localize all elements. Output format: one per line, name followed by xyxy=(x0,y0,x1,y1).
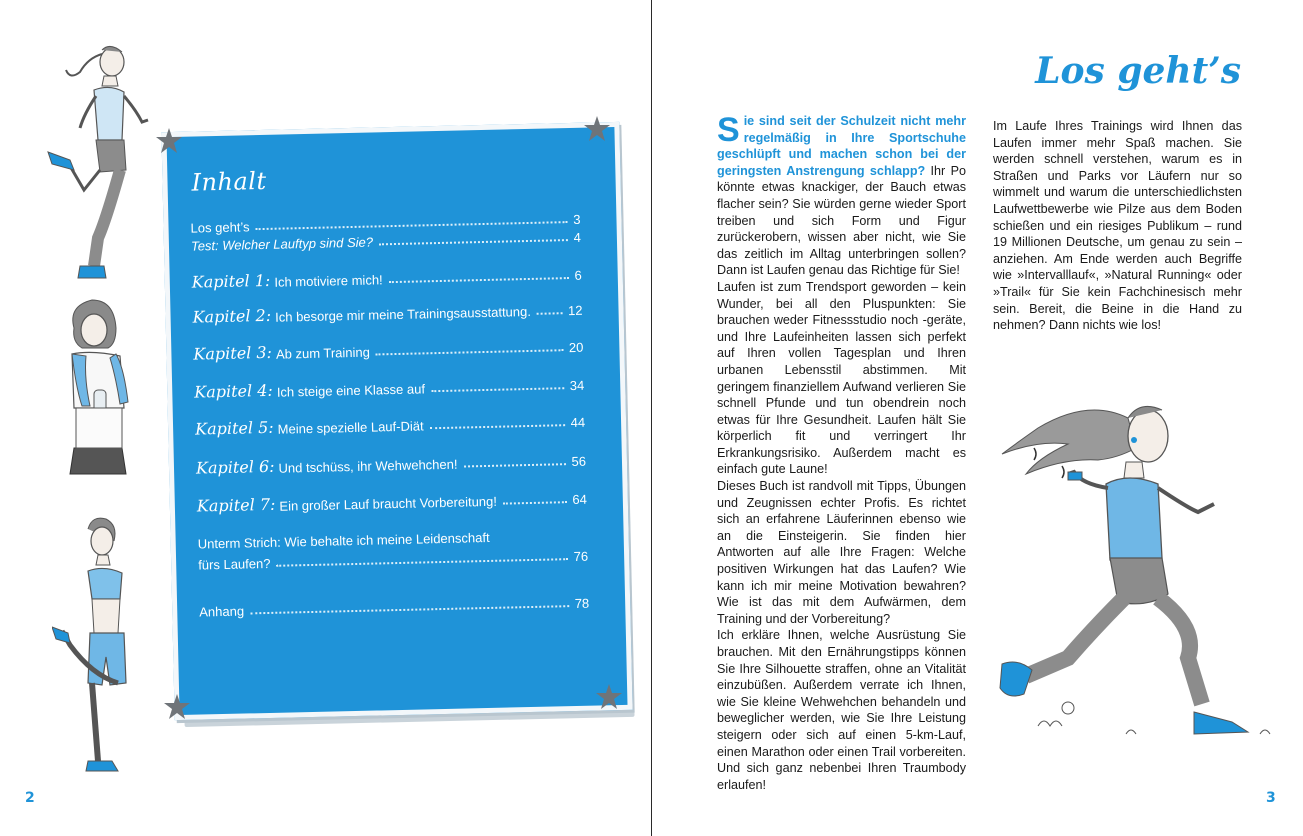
page-number-right: 3 xyxy=(1266,790,1276,806)
jogging-woman-illustration xyxy=(998,388,1273,748)
dropcap: S xyxy=(717,111,740,149)
paragraph: Im Laufe Ihres Trainings wird Ihnen das Laufen immer mehr Spaß machen. Sie werden schnell verstehen, warum es in Straßen und Parks vor Läufern nur so wimmelt und warum die unterschiedlichsten Laufwettbewerbe wie Pilze aus dem Boden schießen und ein riesiges Publikum – rund 19 Millionen Deutsche, um genau zu sein – anziehen. Am Ende werden auch Begriffe wie »Intervalllauf«, »Natural Running« oder »Trail« für Sie kein Fachchinesisch mehr sein. Bereit, die Beine in die Hand zu nehmen? Dann nichts wie los! xyxy=(993,119,1242,333)
toc-chapter-5[interactable]: Kapitel 5: Meine spezielle Lauf-Diät 44 xyxy=(194,414,586,439)
woman-stretching-illustration xyxy=(52,515,147,780)
paragraph: Sie sind seit der Schulzeit nicht mehr regelmäßig in Ihre Sportschuhe geschlüpft und machen schon bei der geringsten Anstrengung schlapp? Ihr Po könnte etwas knackiger, der Bauch etwas flacher sein? Sie würden gerne wieder Sport treiben und sich Form und Figur zurückerobern, wissen aber nicht, wie Sie das zeitlich im Alltag unterbringen sollen? Dann ist Laufen genau das Richtige für Sie! xyxy=(717,111,966,278)
woman-with-towel-illustration xyxy=(52,298,147,478)
star-icon xyxy=(164,694,190,720)
section-heading: Los geht’s xyxy=(1035,50,1241,92)
toc-chapter-3[interactable]: Kapitel 3: Ab zum Training 20 xyxy=(193,339,584,364)
toc-chapter-2[interactable]: Kapitel 2: Ich besorge mir meine Trainingsausstattung. 12 xyxy=(192,302,583,327)
toc-chapter-1[interactable]: Kapitel 1: Ich motiviere mich! 6 xyxy=(191,267,582,292)
text-column-2 xyxy=(993,118,1242,334)
toc-anhang[interactable]: Anhang 78 xyxy=(199,595,590,620)
lead-text: ie sind seit der Schulzeit nicht mehr regelmäßig in Ihre Sportschuhe geschlüpft und machen schon bei der geringsten Anstrengung schlapp? xyxy=(717,114,966,178)
paragraph: Laufen ist zum Trendsport geworden – kein Wunder, bei all den Pluspunkten: Sie brauchen weder Fitnessstudio noch -geräte, und Ihre Laufeinheiten lassen sich perfekt auf Ihren vollen Tagesplan und Ihren urbanen Lebensstil abstimmen. Mit geringem finanziellem Aufwand verlieren Sie schnell Pfunde und tun obendrein noch etwas für Ihre Gesundheit. Laufen hält Sie körperlich fit und verringert Ihr Erkrankungsrisiko. Außerdem macht es einfach gute Laune! xyxy=(717,279,966,477)
toc-card xyxy=(161,122,632,720)
toc-title: Inhalt xyxy=(191,166,267,197)
paragraph: Dieses Buch ist randvoll mit Tipps, Übungen und Zeugnissen echter Profis. Es richtet sich an erfahrene Läuferinnen ebenso wie an die Einsteigerin. Sie finden hier Antworten auf alle Ihre Fragen: Welche positiven Wirkungen hat das Laufen? Wie kann ich mir meine Motivation bewahren? Wie ist das mit dem Aufwärmen, dem Training und der Vorbereitung? xyxy=(717,479,966,626)
toc-chapter-6[interactable]: Kapitel 6: Und tschüss, ihr Wehwehchen! 56 xyxy=(195,453,587,478)
paragraph: Ich erkläre Ihnen, welche Ausrüstung Sie brauchen. Mit den Ernährungstipps können Sie Ihre Silhouette straffen, ohne an Vitalität einzubüßen. Außerdem verrate ich Ihnen, wie Sie kleine Wehwehchen behandeln und beweglicher werden, wie Sie Ihre Leistung steigern oder sich auf einen 5-km-Lauf, einen Marathon oder einen Trail vorbereiten. Und sich ganz nebenbei Ihren Traumbody erlaufen! xyxy=(717,628,966,792)
runner-woman-illustration xyxy=(40,40,155,290)
page-number-left: 2 xyxy=(25,790,35,806)
star-icon xyxy=(584,116,610,142)
star-icon xyxy=(596,684,622,710)
page-gutter xyxy=(651,0,652,836)
toc-entry[interactable]: Los geht’s 3 xyxy=(190,211,581,236)
toc-chapter-4[interactable]: Kapitel 4: Ich steige eine Klasse auf 34 xyxy=(194,377,585,402)
text-column-1 xyxy=(717,113,966,793)
toc-unterm-strich[interactable]: Unterm Strich: Wie behalte ich meine Leidenschaft fürs Laufen? 76 xyxy=(197,529,589,573)
toc-entry[interactable]: Test: Welcher Lauftyp sind Sie? 4 xyxy=(190,229,582,254)
star-icon xyxy=(156,128,182,154)
toc-chapter-7[interactable]: Kapitel 7: Ein großer Lauf braucht Vorbereitung! 64 xyxy=(196,491,587,516)
